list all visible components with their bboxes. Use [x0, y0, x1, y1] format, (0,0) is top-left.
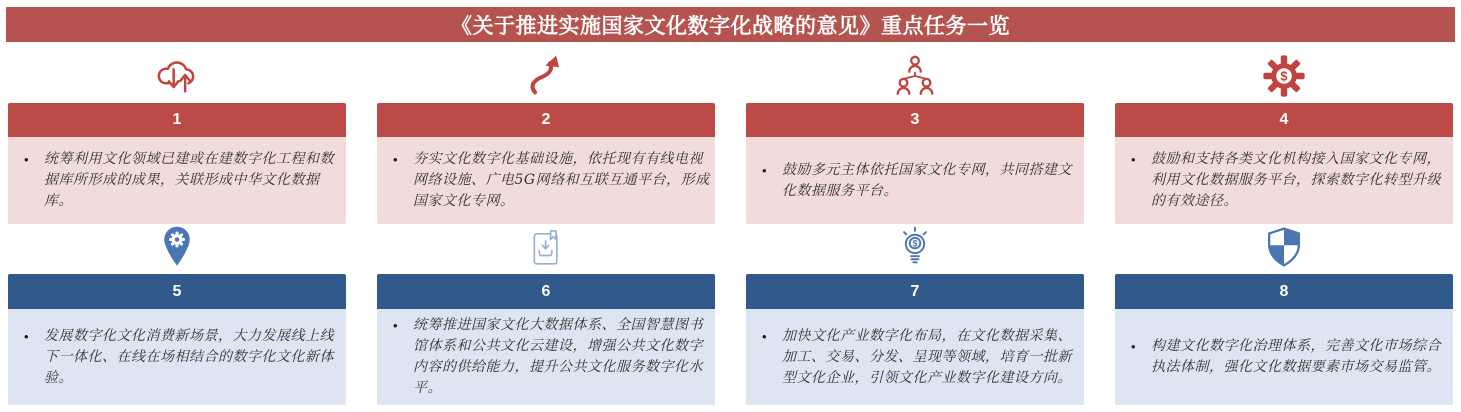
bullet: • — [24, 152, 29, 167]
task-card-5 — [8, 224, 346, 405]
task-body — [746, 137, 1084, 224]
task-number-bar: 8 — [1115, 274, 1453, 309]
card-icon-area — [746, 224, 1084, 274]
task-card-8 — [1115, 224, 1453, 405]
location-gear-icon — [159, 225, 195, 269]
book-download-icon — [526, 227, 566, 269]
shield-check-icon — [1263, 225, 1305, 269]
svg-text:$: $ — [1280, 68, 1288, 84]
bullet: • — [393, 318, 398, 333]
svg-text:$: $ — [912, 238, 918, 249]
task-card-2 — [377, 42, 715, 224]
task-card-3 — [746, 42, 1084, 224]
task-number-bar: 2 — [377, 103, 715, 137]
task-body — [1115, 137, 1453, 224]
gear-dollar-icon — [1262, 54, 1306, 98]
task-grid — [8, 42, 1453, 405]
task-text: 加快文化产业数字化布局，在文化数据采集、加工、交易、分发、呈现等领域，培育一批新型文化企业，引领文化产业数字化建设方向。 — [782, 327, 1072, 386]
task-number-bar: 5 — [8, 274, 346, 309]
bullet: • — [393, 152, 398, 167]
task-text: 统筹推进国家文化大数据体系、全国智慧图书馆体系和公共文化云建设，增强公共文化数字内容的供给能力，提升公共文化服务数字化水平。 — [413, 317, 703, 396]
task-number-bar: 7 — [746, 274, 1084, 309]
bullet: • — [1131, 152, 1136, 167]
task-text: 鼓励多元主体依托国家文化专网，共同搭建文化数据服务平台。 — [782, 161, 1072, 199]
task-body — [8, 137, 346, 224]
task-body — [377, 309, 715, 405]
card-icon-area — [746, 42, 1084, 103]
cloud-transfer-icon — [154, 56, 200, 98]
bullet: • — [762, 328, 767, 344]
task-text: 构建文化数字化治理体系，完善文化市场综合执法体制，强化文化数据要素市场交易监管。 — [1151, 338, 1441, 375]
task-card-6 — [377, 224, 715, 405]
bullet: • — [1131, 339, 1136, 354]
task-text: 夯实文化数字化基础设施，依托现有有线电视网络设施、广电5G网络和互联互通平台，形成国家文化专网。 — [413, 151, 710, 209]
task-body — [746, 309, 1084, 405]
bulb-dollar-icon — [894, 225, 936, 269]
page-title: 《关于推进实施国家文化数字化战略的意见》重点任务一览 — [6, 7, 1455, 42]
task-number-bar: 6 — [377, 274, 715, 309]
task-body — [1115, 309, 1453, 405]
task-text: 发展数字化文化消费新场景，大力发展线上线下一体化、在线在场相结合的数字化文化新体验。 — [44, 327, 334, 386]
task-body — [8, 309, 346, 405]
bullet: • — [24, 328, 29, 344]
task-body — [377, 137, 715, 224]
task-number-bar: 3 — [746, 103, 1084, 137]
org-structure-icon — [892, 54, 938, 98]
card-icon-area — [377, 224, 715, 274]
task-card-1 — [8, 42, 346, 224]
task-number-bar: 1 — [8, 103, 346, 137]
card-icon-area — [8, 42, 346, 103]
task-card-4 — [1115, 42, 1453, 224]
bullet: • — [762, 162, 767, 178]
card-icon-area — [1115, 224, 1453, 274]
curved-arrow-icon — [524, 52, 568, 98]
task-text: 统筹利用文化领域已建或在建数字化工程和数据库所形成的成果，关联形成中华文化数据库。 — [44, 151, 334, 209]
task-text: 鼓励和支持各类文化机构接入国家文化专网，利用文化数据服务平台，探索数字化转型升级的有效途径。 — [1151, 151, 1441, 209]
card-icon-area — [8, 224, 346, 274]
task-card-7 — [746, 224, 1084, 405]
task-number-bar: 4 — [1115, 103, 1453, 137]
card-icon-area — [377, 42, 715, 103]
card-icon-area — [1115, 42, 1453, 103]
